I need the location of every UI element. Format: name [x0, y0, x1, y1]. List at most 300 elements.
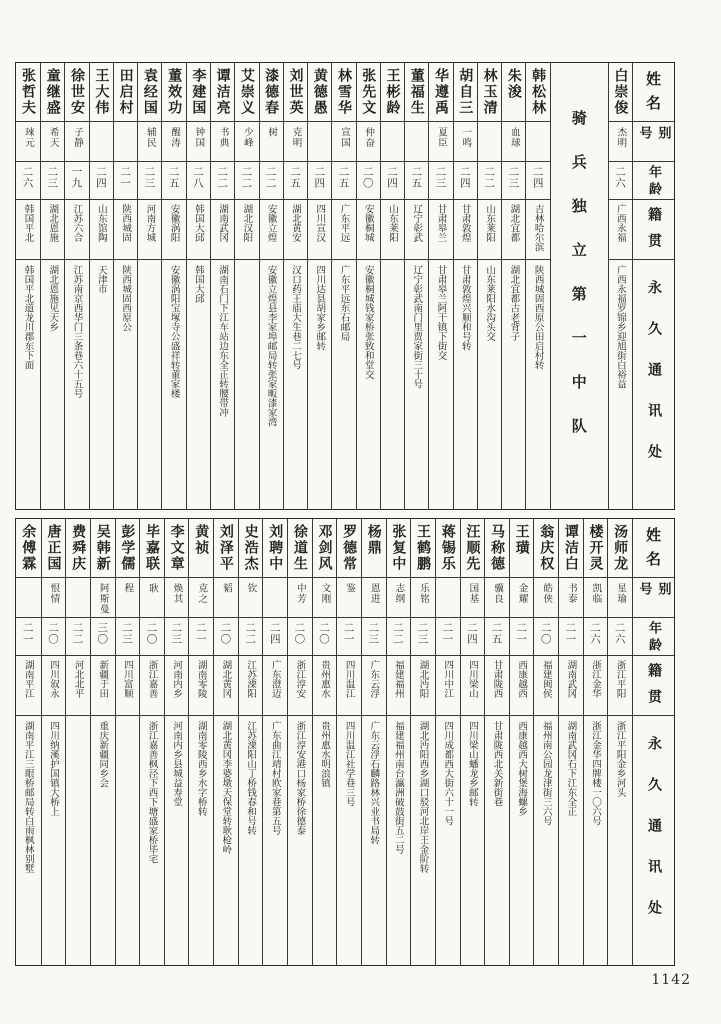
native-place-cell-text: 籍贯 [646, 663, 662, 715]
name-cell-text: 史浩杰 [242, 524, 259, 572]
name-cell [436, 519, 460, 577]
address-cell [16, 715, 41, 965]
name-cell [65, 63, 88, 121]
roster-table-bottom [15, 518, 675, 966]
person-column [501, 63, 525, 509]
address-cell [381, 259, 404, 509]
name-cell-text: 谭洁亮 [214, 68, 231, 116]
name-cell [510, 519, 534, 577]
age-cell-text: 二三 [120, 622, 133, 645]
native-place-cell-text: 福建闽侯 [540, 660, 552, 698]
address-cell [429, 259, 452, 509]
alias-cell [526, 121, 549, 161]
native-place-cell [332, 199, 355, 259]
alias-cell-text: 骥良 [491, 583, 503, 604]
person-column [608, 63, 632, 509]
native-place-cell-text: 甘肃敦煌 [459, 204, 471, 242]
age-cell [239, 617, 263, 655]
person-column [65, 519, 90, 965]
native-place-cell-text: 西康越西 [516, 660, 528, 698]
address-cell [116, 715, 140, 965]
person-column [525, 63, 549, 509]
age-cell [284, 161, 307, 199]
native-place-cell [559, 655, 583, 715]
address-cell [214, 715, 238, 965]
alias-cell [381, 121, 404, 161]
age-cell [165, 617, 189, 655]
age-cell-text: 二三 [143, 166, 156, 189]
native-place-cell-text: 湖南平江 [22, 660, 34, 698]
person-column [40, 63, 64, 509]
name-cell-text: 张哲夫 [20, 68, 37, 116]
name-cell [162, 63, 185, 121]
age-cell [91, 617, 115, 655]
name-cell-text: 韩松林 [530, 68, 547, 116]
age-cell [337, 617, 361, 655]
name-cell-text: 吴韩新 [94, 524, 111, 572]
alias-cell-text: 星瑜 [615, 583, 627, 604]
native-place-cell [633, 655, 674, 715]
alias-cell [116, 577, 140, 617]
age-cell [387, 617, 411, 655]
age-cell [526, 161, 549, 199]
person-column [428, 63, 452, 509]
age-cell [478, 161, 501, 199]
age-cell [461, 617, 485, 655]
address-cell [162, 259, 185, 509]
age-cell [189, 617, 213, 655]
alias-cell-text: 血球 [508, 127, 520, 148]
person-column [188, 519, 213, 965]
name-cell [381, 63, 404, 121]
age-cell-text: 二〇 [219, 622, 232, 645]
name-cell [116, 519, 140, 577]
age-cell [357, 161, 380, 199]
person-column [16, 519, 41, 965]
native-place-cell-text: 湖北汉阳 [241, 204, 253, 242]
address-cell [633, 259, 674, 509]
name-cell [42, 519, 66, 577]
name-cell-text: 徐道生 [291, 524, 308, 572]
native-place-cell [138, 199, 161, 259]
native-place-cell-text: 四川中江 [442, 660, 454, 698]
person-column [41, 519, 66, 965]
address-cell-text: 西康越西大树堡海螺乡 [516, 721, 528, 816]
native-place-cell [162, 199, 185, 259]
alias-cell [235, 121, 258, 161]
address-cell [140, 715, 164, 965]
name-cell [534, 519, 558, 577]
native-place-cell [66, 655, 90, 715]
person-column [410, 519, 435, 965]
age-cell-text: 二二 [71, 622, 84, 645]
age-cell-text: 二五 [490, 622, 503, 645]
name-cell [608, 519, 632, 577]
age-cell-text: 二一 [342, 622, 355, 645]
name-cell [308, 63, 331, 121]
native-place-cell-text: 广东平远 [338, 204, 350, 242]
age-cell-text: 二〇 [145, 622, 158, 645]
alias-cell [284, 121, 307, 161]
address-cell-text: 湖南石门下江车站边东全正转腰带冲 [217, 265, 229, 417]
name-cell [633, 63, 674, 121]
name-cell-text: 王鹤鹏 [415, 524, 432, 572]
age-cell [214, 617, 238, 655]
name-cell-text: 楼开灵 [587, 524, 604, 572]
native-place-cell [140, 655, 164, 715]
alias-cell-text: 克明 [290, 127, 302, 148]
age-cell-text: 二二 [240, 166, 253, 189]
native-place-cell-text: 籍贯 [646, 207, 662, 259]
alias-cell-text: 耿 [147, 583, 158, 594]
address-cell-text: 江苏溧阳山丁桥钱春和号转 [245, 721, 257, 835]
alias-cell-text: 克之 [196, 583, 208, 604]
age-cell [90, 161, 113, 199]
person-column [137, 63, 161, 509]
address-cell-text: 甘肃敦煌兴顺和号转 [459, 265, 471, 351]
address-cell [502, 259, 525, 509]
name-cell-text: 翁庆权 [538, 524, 555, 572]
native-place-cell [263, 655, 287, 715]
name-cell [362, 519, 386, 577]
native-place-cell [534, 655, 558, 715]
native-place-cell [584, 655, 608, 715]
native-place-cell [189, 655, 213, 715]
address-cell [313, 715, 337, 965]
age-cell-text: 二三 [170, 622, 183, 645]
native-place-cell [608, 655, 632, 715]
person-column [186, 63, 210, 509]
person-column [607, 519, 632, 965]
age-cell-text: 二六 [613, 622, 626, 645]
native-place-cell-text: 福建福州 [392, 660, 404, 698]
header-column [632, 519, 674, 965]
age-cell [608, 617, 632, 655]
address-cell-text: 天津市 [95, 265, 107, 294]
alias-cell-text: 宣国 [338, 127, 350, 148]
person-column [312, 519, 337, 965]
age-cell [502, 161, 525, 199]
alias-cell [162, 121, 185, 161]
native-place-cell-text: 河北北平 [72, 660, 84, 698]
age-cell-text: 二三 [46, 166, 59, 189]
alias-cell [609, 121, 632, 161]
address-cell-text: 福州南公园龙津街三六号 [540, 721, 552, 826]
native-place-cell [478, 199, 501, 259]
native-place-cell [16, 199, 40, 259]
address-cell-text: 重庆新疆同乡会 [97, 721, 109, 788]
address-cell-text: 四川成都西大街六十一号 [442, 721, 454, 826]
name-cell [66, 519, 90, 577]
native-place-cell [284, 199, 307, 259]
age-cell-text: 二一 [515, 622, 528, 645]
person-column [90, 519, 115, 965]
name-cell [114, 63, 137, 121]
address-cell-text: 甘肃皋兰阿干镇下街交 [435, 265, 447, 360]
age-cell-text: 二五 [410, 166, 423, 189]
alias-cell-text: 韬 [220, 583, 232, 594]
age-cell-text: 二二 [244, 622, 257, 645]
age-cell [313, 617, 337, 655]
name-cell-text: 马称德 [488, 524, 505, 572]
name-cell [584, 519, 608, 577]
native-place-cell [90, 199, 113, 259]
address-cell-text: 陕西城固西原公田启村转 [532, 265, 544, 370]
native-place-cell-text: 广西永福 [614, 204, 626, 242]
native-place-cell [387, 655, 411, 715]
name-cell [263, 519, 287, 577]
alias-cell-text: 希天 [47, 127, 59, 148]
name-cell [526, 63, 549, 121]
name-cell [387, 519, 411, 577]
alias-cell-text: 恨情 [48, 583, 60, 604]
address-cell [260, 259, 283, 509]
native-place-cell [239, 655, 263, 715]
unit-banner-column [550, 63, 608, 509]
name-cell [187, 63, 210, 121]
native-place-cell-text: 江苏六合 [71, 204, 83, 242]
address-cell-text: 浙江金华四牌楼一〇六号 [590, 721, 602, 826]
address-cell-text: 湖北宜都古老背子 [508, 265, 520, 341]
native-place-cell [91, 655, 115, 715]
age-cell-text: 二一 [194, 622, 207, 645]
age-cell-text: 二三 [367, 622, 380, 645]
name-cell-text: 漆德春 [263, 68, 280, 116]
name-cell-text: 王璜 [513, 524, 530, 556]
native-place-cell [454, 199, 477, 259]
age-cell-text: 二四 [94, 166, 107, 189]
native-place-cell-text: 浙江平阳 [614, 660, 626, 698]
person-column [558, 519, 583, 965]
name-cell-text: 童继盛 [44, 68, 61, 116]
person-column [238, 519, 263, 965]
name-cell [411, 519, 435, 577]
person-column [380, 63, 404, 509]
address-cell-text: 陕西城固西原公 [120, 265, 132, 332]
name-cell-text: 罗德常 [341, 524, 358, 572]
address-cell [337, 715, 361, 965]
address-cell [584, 715, 608, 965]
name-cell-text: 邓剑风 [316, 524, 333, 572]
native-place-cell [526, 199, 549, 259]
name-cell [214, 519, 238, 577]
native-place-cell-text: 河南方城 [144, 204, 156, 242]
name-cell-text: 唐正国 [45, 524, 62, 572]
address-cell [478, 259, 501, 509]
alias-cell [534, 577, 558, 617]
native-place-cell [114, 199, 137, 259]
age-cell-text: 二五 [337, 166, 350, 189]
alias-cell-text: 乐铭 [418, 583, 430, 604]
person-column [115, 519, 140, 965]
alias-cell [187, 121, 210, 161]
name-cell-text: 蒋锡乐 [439, 524, 456, 572]
address-cell [187, 259, 210, 509]
age-cell [436, 617, 460, 655]
age-cell-text: 二二 [216, 166, 229, 189]
native-place-cell-text: 辽宁彰武 [411, 204, 423, 242]
address-cell-text: 河南内乡县城益寿堂 [171, 721, 183, 807]
address-cell [633, 715, 674, 965]
native-place-cell-text: 吉林哈尔滨 [532, 204, 544, 252]
person-column [164, 519, 189, 965]
native-place-cell-text: 甘肃皋兰 [435, 204, 447, 242]
address-cell [526, 259, 549, 509]
age-cell [584, 617, 608, 655]
person-column [460, 519, 485, 965]
name-cell [189, 519, 213, 577]
age-cell-text: 二四 [531, 166, 544, 189]
address-cell-text: 安徽立煌县李家埠邮局转张家畈漆家湾 [265, 265, 277, 427]
age-cell [609, 161, 632, 199]
native-place-cell-text: 广东澄迈 [269, 660, 281, 698]
name-cell-text: 费舜庆 [70, 524, 87, 572]
address-cell [91, 715, 115, 965]
age-cell-text: 二二 [391, 622, 404, 645]
name-cell [90, 63, 113, 121]
alias-cell [337, 577, 361, 617]
native-place-cell-text: 韩国大邱 [192, 204, 204, 242]
age-cell [633, 617, 674, 655]
alias-cell [66, 577, 90, 617]
native-place-cell-text: 浙江金华 [590, 660, 602, 698]
person-column [283, 63, 307, 509]
alias-cell-text: 志纲 [393, 583, 405, 604]
age-cell [534, 617, 558, 655]
name-cell [235, 63, 258, 121]
native-place-cell [362, 655, 386, 715]
age-cell-text: 二二 [264, 166, 277, 189]
address-cell-text: 汉口药王庙大生巷二七号 [289, 265, 301, 370]
alias-cell [405, 121, 428, 161]
age-cell-text: 二三 [416, 622, 429, 645]
alias-cell-text: 焕其 [171, 583, 183, 604]
alias-cell [138, 121, 161, 161]
native-place-cell-text: 江苏溧阳 [245, 660, 257, 698]
alias-cell-text: 少峰 [241, 127, 253, 148]
alias-cell [165, 577, 189, 617]
alias-cell-text: 金耀 [516, 583, 528, 604]
age-cell-text: 年龄 [646, 165, 661, 199]
age-cell [187, 161, 210, 199]
address-cell [485, 715, 509, 965]
alias-cell [308, 121, 331, 161]
native-place-cell-text: 四川宣汉 [314, 204, 326, 242]
alias-cell [65, 121, 88, 161]
native-place-cell [235, 199, 258, 259]
page-number: 1142 [651, 972, 691, 988]
age-cell-text: 二六 [589, 622, 602, 645]
native-place-cell [313, 655, 337, 715]
person-column [509, 519, 534, 965]
age-cell [559, 617, 583, 655]
native-place-cell [16, 655, 41, 715]
person-column [583, 519, 608, 965]
person-column [331, 63, 355, 509]
name-cell [502, 63, 525, 121]
alias-cell-text: 凯临 [590, 583, 602, 604]
address-cell [288, 715, 312, 965]
name-cell-text: 汪顺先 [464, 524, 481, 572]
name-cell-text: 张复中 [390, 524, 407, 572]
alias-cell [633, 121, 674, 161]
age-cell [308, 161, 331, 199]
name-cell-text: 黄德愚 [311, 68, 328, 116]
address-cell [405, 259, 428, 509]
alias-cell-text: 钟国 [193, 127, 205, 148]
age-cell-text: 二一 [21, 622, 34, 645]
alias-cell [211, 121, 234, 161]
name-cell [211, 63, 234, 121]
age-cell [162, 161, 185, 199]
name-cell [16, 63, 40, 121]
native-place-cell-text: 湖北黄安 [289, 204, 301, 242]
address-cell [41, 259, 64, 509]
native-place-cell-text: 浙江嘉善 [146, 660, 158, 698]
native-place-cell-text: 湖南武冈 [217, 204, 229, 242]
native-place-cell-text: 山东莱阳 [484, 204, 496, 242]
alias-cell [485, 577, 509, 617]
alias-cell [633, 577, 674, 617]
age-cell-text: 二四 [465, 622, 478, 645]
age-cell [260, 161, 283, 199]
alias-cell-text: 鉴 [344, 583, 356, 594]
alias-cell [478, 121, 501, 161]
person-column [533, 519, 558, 965]
name-cell [140, 519, 164, 577]
address-cell-text: 广东曲江靖村欧家巷第五号 [269, 721, 281, 835]
address-cell-text: 韩国平北道龙川郡东下面 [22, 265, 34, 370]
name-cell [41, 63, 64, 121]
age-cell-text: 年龄 [646, 621, 661, 655]
address-cell [534, 715, 558, 965]
person-column [89, 63, 113, 509]
name-cell-text: 谭洁白 [562, 524, 579, 572]
address-cell [510, 715, 534, 965]
name-cell [405, 63, 428, 121]
native-place-cell [461, 655, 485, 715]
address-cell-text: 广东平远东石邮局 [338, 265, 350, 341]
person-column [161, 63, 185, 509]
name-cell [284, 63, 307, 121]
name-cell-text: 刘世英 [287, 68, 304, 116]
native-place-cell [260, 199, 283, 259]
age-cell-text: 二〇 [317, 622, 330, 645]
alias-cell-text: 阿斯曼 [97, 583, 109, 615]
native-place-cell [337, 655, 361, 715]
native-place-cell [308, 199, 331, 259]
alias-cell [411, 577, 435, 617]
name-cell-text: 李建国 [190, 68, 207, 116]
native-place-cell-text: 安徽立煌 [265, 204, 277, 242]
name-cell [429, 63, 452, 121]
age-cell-text: 二〇 [361, 166, 374, 189]
native-place-cell-text: 陕西城固 [120, 204, 132, 242]
age-cell [288, 617, 312, 655]
address-cell-text: 浙江平阳金乡河头 [614, 721, 626, 797]
alias-cell-text: 辅民 [144, 127, 156, 148]
age-cell [485, 617, 509, 655]
native-place-cell-text: 四川梁山 [466, 660, 478, 698]
alias-cell-text: 别号 [636, 126, 671, 144]
age-cell-text: 二三 [434, 166, 447, 189]
name-cell-text: 李文章 [168, 524, 185, 572]
age-cell-text: 二四 [386, 166, 398, 189]
address-cell [42, 715, 66, 965]
age-cell [429, 161, 452, 199]
age-cell [332, 161, 355, 199]
native-place-cell-text: 湖北恩施 [47, 204, 59, 242]
